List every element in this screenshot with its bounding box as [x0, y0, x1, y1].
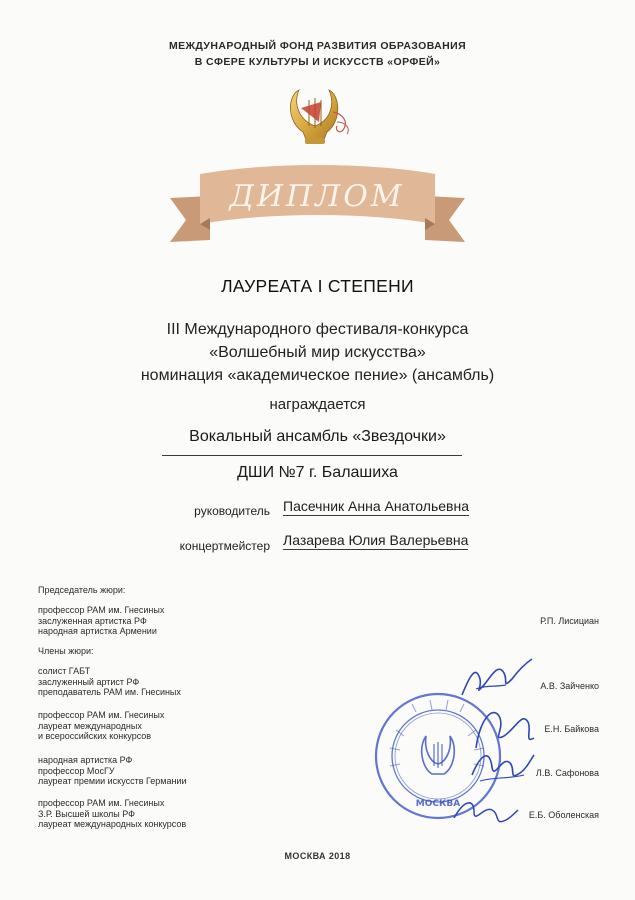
desc-line: лауреат международных	[38, 720, 142, 731]
jury-member-desc	[38, 666, 181, 698]
signature-obolenskaya	[448, 790, 520, 835]
desc-line: и всероссийских конкурсов	[38, 731, 152, 741]
role-value-accompanist: Лазарева Юлия Валерьевна	[283, 532, 469, 548]
jury-member-name: Е.Н. Байкова	[544, 724, 599, 734]
jury-chair-name: Р.П. Лисициан	[540, 616, 599, 626]
desc-line: профессор РАМ им. Гнесиных	[38, 710, 165, 720]
jury-members-heading: Члены жюри:	[38, 646, 94, 656]
school-name: ДШИ №7 г. Балашиха	[237, 464, 398, 481]
stamp-city-label: МОСКВА	[415, 799, 461, 809]
desc-line: заслуженный артист РФ	[38, 676, 140, 687]
desc-line: народная артистка Армении	[38, 626, 157, 636]
desc-line: лауреат международных конкурсов	[38, 819, 187, 829]
lyre-logo-icon	[285, 82, 355, 150]
role-label-leader: руководитель	[194, 504, 270, 518]
desc-line: профессор РАМ им. Гнесиных	[38, 798, 165, 808]
desc-line: З.Р. Высшей школы РФ	[38, 808, 135, 819]
desc-line: преподаватель РАМ им. Гнесиных	[38, 687, 181, 697]
diploma-title: ДИПЛОМ	[229, 179, 405, 214]
jury-member-name: А.В. Зайченко	[540, 681, 599, 691]
org-name-line2: В СФЕРЕ КУЛЬТУРЫ И ИСКУССТВ «ОРФЕЙ»	[194, 56, 441, 68]
ensemble-name: Вокальный ансамбль «Звездочки»	[189, 428, 446, 445]
desc-line: профессор РАМ им. Гнесиных	[38, 605, 165, 615]
divider-line	[162, 455, 462, 456]
role-label-accompanist: концертмейстер	[179, 539, 270, 553]
festival-line1: III Международного фестиваля-конкурса	[166, 321, 469, 338]
desc-line: заслуженная артистка РФ	[38, 615, 147, 626]
festival-line3: номинация «академическое пение» (ансамбль)	[140, 367, 495, 384]
diploma-ribbon	[160, 158, 475, 253]
festival-line2: «Волшебный мир искусства»	[209, 344, 426, 361]
desc-line: народная артистка РФ	[38, 755, 133, 765]
jury-member-name: Л.В. Сафонова	[535, 768, 599, 778]
role-value-leader: Пасечник Анна Анатольевна	[283, 498, 469, 514]
awarded-label: награждается	[269, 396, 366, 413]
laureate-degree: ЛАУРЕАТА I СТЕПЕНИ	[221, 276, 414, 296]
jury-chair-heading: Председатель жюри:	[38, 585, 126, 595]
jury-member-desc	[38, 755, 187, 787]
desc-line: солист ГАБТ	[38, 666, 91, 676]
org-name-line1: МЕЖДУНАРОДНЫЙ ФОНД РАЗВИТИЯ ОБРАЗОВАНИЯ	[168, 40, 467, 52]
jury-member-desc	[38, 798, 186, 830]
jury-member-name: Е.Б. Оболенская	[528, 810, 599, 820]
jury-member-desc	[38, 710, 164, 742]
footer-city-year: МОСКВА 2018	[284, 851, 351, 861]
signature-safonova	[468, 745, 538, 790]
desc-line: лауреат премии искусств Германии	[38, 776, 187, 786]
jury-chair-desc	[38, 605, 164, 637]
desc-line: профессор МосГУ	[38, 765, 115, 776]
